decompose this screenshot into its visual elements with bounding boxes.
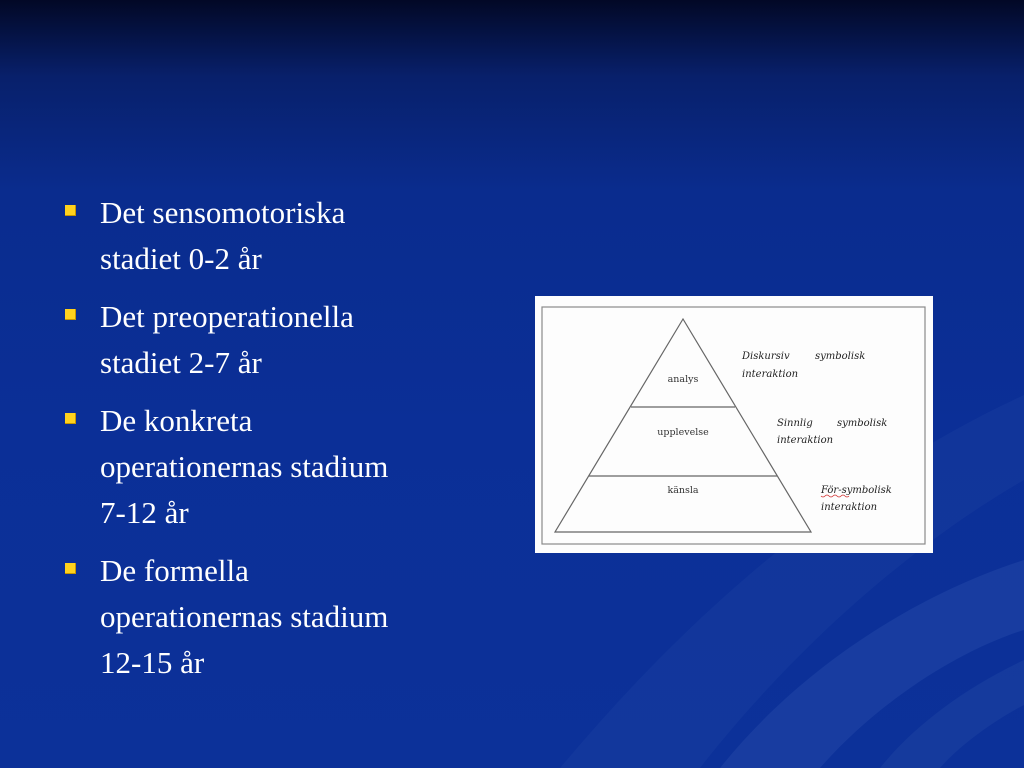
bullet-square-icon [65, 563, 76, 574]
annotation-middle-line2: interaktion [777, 435, 834, 446]
bullet-square-icon [65, 413, 76, 424]
annotation-bottom-line2: interaktion [821, 502, 878, 513]
layer-label-upplevelse: upplevelse [657, 427, 709, 438]
bullet-text: Det preoperationella stadiet 2-7 år [100, 299, 354, 380]
spellcheck-underline [821, 495, 849, 497]
list-item [62, 548, 492, 686]
list-item [62, 398, 492, 536]
annotation-top-word2: symbolisk [815, 351, 866, 362]
layer-label-analys: analys [667, 374, 699, 385]
bullet-text: De formella operationernas stadium 12-15 år [100, 553, 389, 680]
bullet-text: De konkreta operationernas stadium 7-12 år [100, 403, 389, 530]
bullet-square-icon [65, 309, 76, 320]
annotation-top-word1: Diskursiv [742, 351, 790, 362]
bullet-text: Det sensomotoriska stadiet 0-2 år [100, 195, 346, 276]
layer-label-kansla: känsla [667, 485, 699, 496]
list-item [62, 294, 492, 386]
list-item [62, 190, 492, 282]
annotation-middle-word1: Sinnlig [777, 418, 813, 429]
annotation-middle-word2: symbolisk [837, 418, 888, 429]
annotation-bottom-word1: För-symbolisk [821, 485, 892, 496]
pyramid-figure [535, 296, 933, 553]
bullet-square-icon [65, 205, 76, 216]
bullet-list [62, 190, 492, 698]
annotation-top-line2: interaktion [742, 369, 799, 380]
